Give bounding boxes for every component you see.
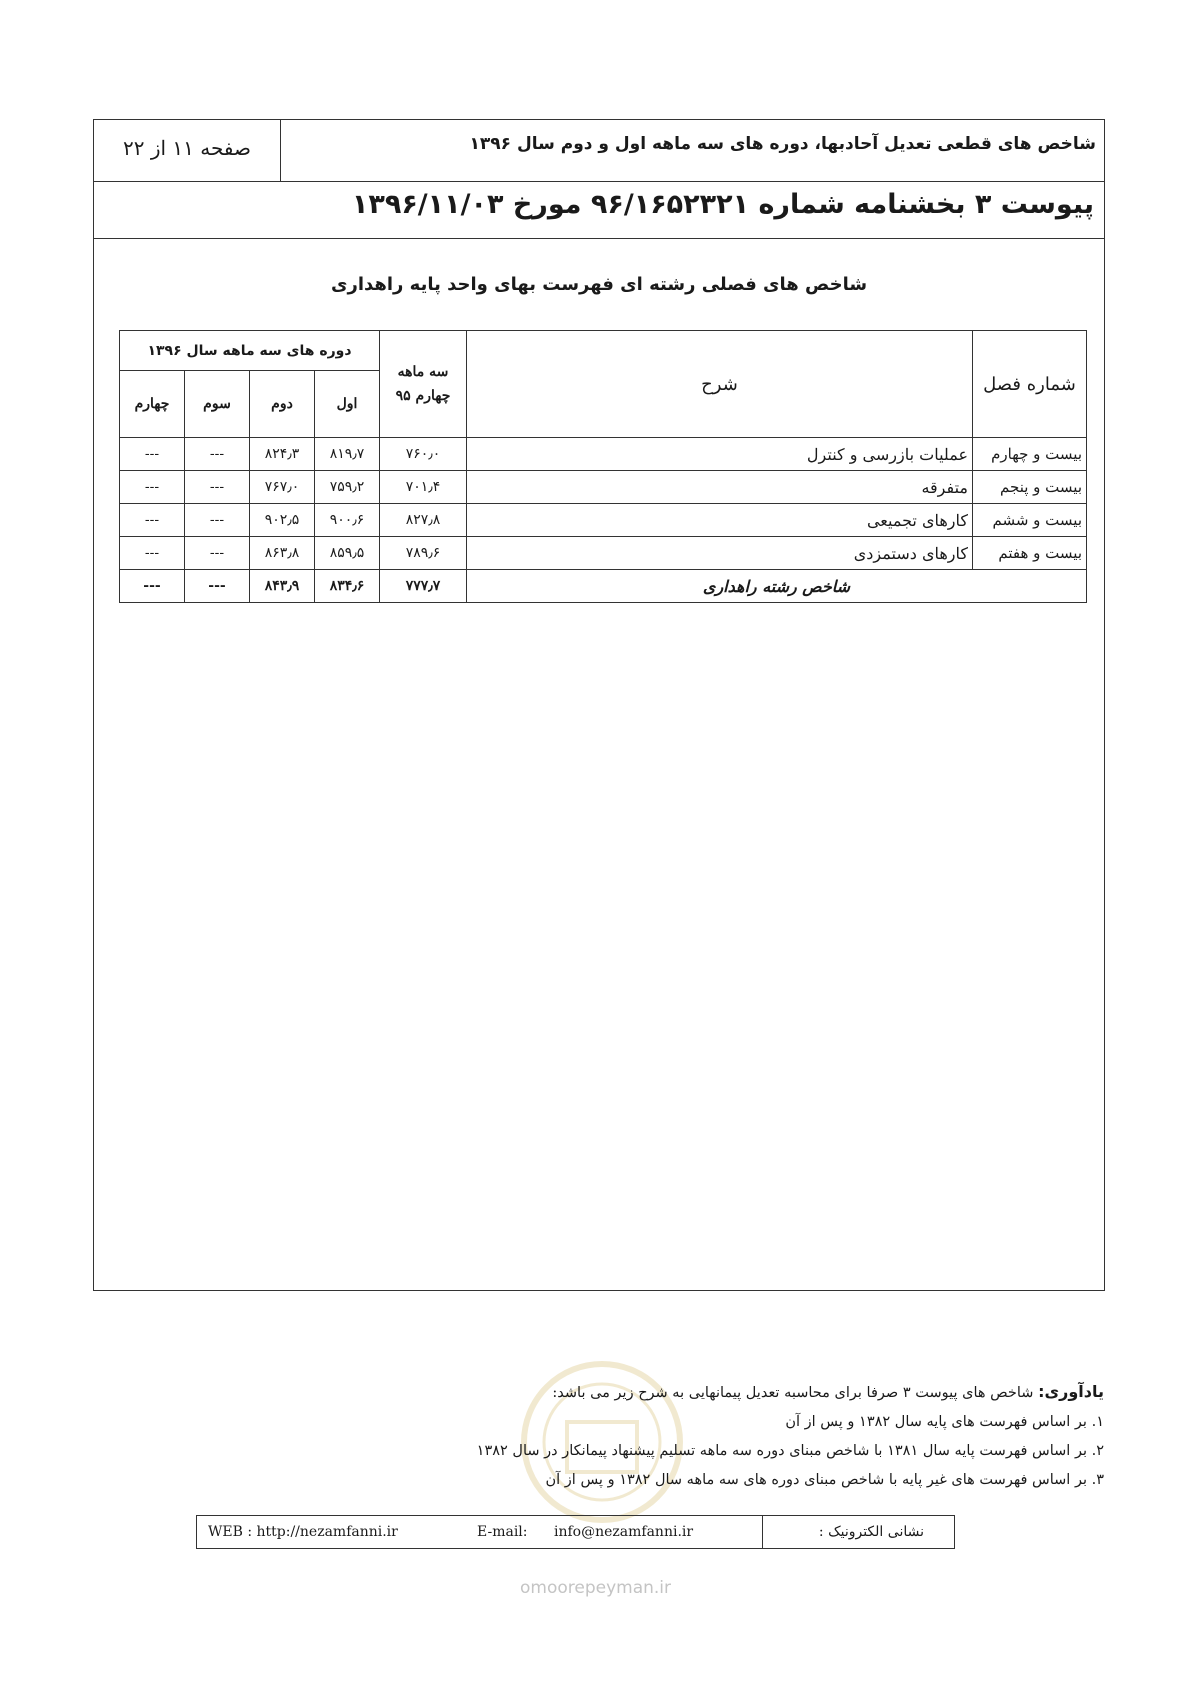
- circular-row: [94, 181, 1104, 239]
- watermark-text: omoorepeyman.ir: [519, 1578, 672, 1598]
- cell-q1: ۹۰۰٫۶: [315, 504, 380, 537]
- previous-quarter-line2: چهارم ۹۵: [395, 388, 451, 404]
- header-row: [94, 120, 1104, 182]
- cell-previous: ۷۸۹٫۶: [380, 537, 467, 570]
- notes-section: [477, 1377, 1104, 1495]
- cell-q2: ۸۶۳٫۸: [250, 537, 315, 570]
- note-item: ۱. بر اساس فهرست های پایه سال ۱۳۸۲ و پس از آن: [785, 1414, 1104, 1430]
- table-row: [120, 537, 1087, 570]
- column-header-q4: چهارم: [120, 371, 185, 438]
- cell-q3: ---: [185, 438, 250, 471]
- page-number-cell: [94, 120, 281, 181]
- total-previous: ۷۷۷٫۷: [380, 570, 467, 603]
- total-q3: ---: [185, 570, 250, 603]
- cell-q4: ---: [120, 471, 185, 504]
- column-header-q1: اول: [315, 371, 380, 438]
- column-header-previous-quarter: [380, 331, 467, 438]
- cell-previous: ۸۲۷٫۸: [380, 504, 467, 537]
- total-label: شاخص رشته راهداری: [467, 570, 1087, 603]
- cell-chapter: بیست و ششم: [973, 504, 1087, 537]
- cell-description: کارهای تجمیعی: [467, 504, 973, 537]
- total-q4: ---: [120, 570, 185, 603]
- cell-q4: ---: [120, 438, 185, 471]
- circular-reference: پیوست ۳ بخشنامه شماره ۹۶/۱۶۵۲۳۲۱ مورخ ۱۳۹۶/۱۱/۰۳: [351, 189, 1094, 220]
- cell-description: عملیات بازرسی و کنترل: [467, 438, 973, 471]
- page-number: صفحه ۱۱ از ۲۲: [123, 136, 251, 160]
- cell-description: متفرقه: [467, 471, 973, 504]
- contact-label-cell: [762, 1516, 954, 1548]
- column-header-description: شرح: [467, 331, 973, 438]
- document-frame: [93, 119, 1105, 1291]
- table-row: [120, 471, 1087, 504]
- column-header-q2: دوم: [250, 371, 315, 438]
- total-row: [120, 570, 1087, 603]
- cell-q2: ۹۰۲٫۵: [250, 504, 315, 537]
- note-item: ۳. بر اساس فهرست های غیر پایه با شاخص مبنای دوره های سه ماهه سال ۱۳۸۲ و پس از آن: [545, 1472, 1104, 1488]
- column-header-chapter: شماره فصل: [973, 331, 1087, 438]
- cell-q3: ---: [185, 471, 250, 504]
- cell-q1: ۷۵۹٫۲: [315, 471, 380, 504]
- column-header-q3: سوم: [185, 371, 250, 438]
- column-group-header: دوره های سه ماهه سال ۱۳۹۶: [120, 331, 380, 371]
- cell-q2: ۸۲۴٫۳: [250, 438, 315, 471]
- previous-quarter-line1: سه ماهه: [397, 364, 449, 380]
- cell-chapter: بیست و پنجم: [973, 471, 1087, 504]
- notes-intro: شاخص های پیوست ۳ صرفا برای محاسبه تعدیل پیمانهایی به شرح زیر می باشد:: [552, 1385, 1034, 1401]
- cell-q3: ---: [185, 537, 250, 570]
- email-link[interactable]: info@nezamfanni.ir: [554, 1524, 694, 1540]
- website-link[interactable]: WEB : http://nezamfanni.ir: [208, 1524, 398, 1540]
- contact-box: [196, 1515, 955, 1549]
- table-row: [120, 438, 1087, 471]
- cell-chapter: بیست و هفتم: [973, 537, 1087, 570]
- total-q1: ۸۳۴٫۶: [315, 570, 380, 603]
- cell-q4: ---: [120, 504, 185, 537]
- table-row: [120, 504, 1087, 537]
- table-title: شاخص های فصلی رشته ای فهرست بهای واحد پایه راهداری: [330, 274, 868, 295]
- note-item: ۲. بر اساس فهرست پایه سال ۱۳۸۱ با شاخص مبنای دوره سه ماهه تسلیم پیشنهاد پیمانکار در سال ۱۳۸۲: [476, 1443, 1104, 1459]
- notes-title: یادآوری:: [1038, 1382, 1104, 1401]
- contact-label: نشانی الکترونیک :: [818, 1524, 924, 1540]
- total-q2: ۸۴۳٫۹: [250, 570, 315, 603]
- cell-q3: ---: [185, 504, 250, 537]
- cell-description: کارهای دستمزدی: [467, 537, 973, 570]
- notes-intro-line: [477, 1377, 1104, 1408]
- cell-q4: ---: [120, 537, 185, 570]
- document-title: شاخص های قطعی تعدیل آحادبها، دوره های سه ماهه اول و دوم سال ۱۳۹۶: [469, 134, 1096, 154]
- index-table: [119, 330, 1087, 603]
- cell-previous: ۷۰۱٫۴: [380, 471, 467, 504]
- cell-q1: ۸۱۹٫۷: [315, 438, 380, 471]
- cell-q2: ۷۶۷٫۰: [250, 471, 315, 504]
- cell-chapter: بیست و چهارم: [973, 438, 1087, 471]
- cell-previous: ۷۶۰٫۰: [380, 438, 467, 471]
- email-label: E-mail:: [477, 1524, 528, 1540]
- cell-q1: ۸۵۹٫۵: [315, 537, 380, 570]
